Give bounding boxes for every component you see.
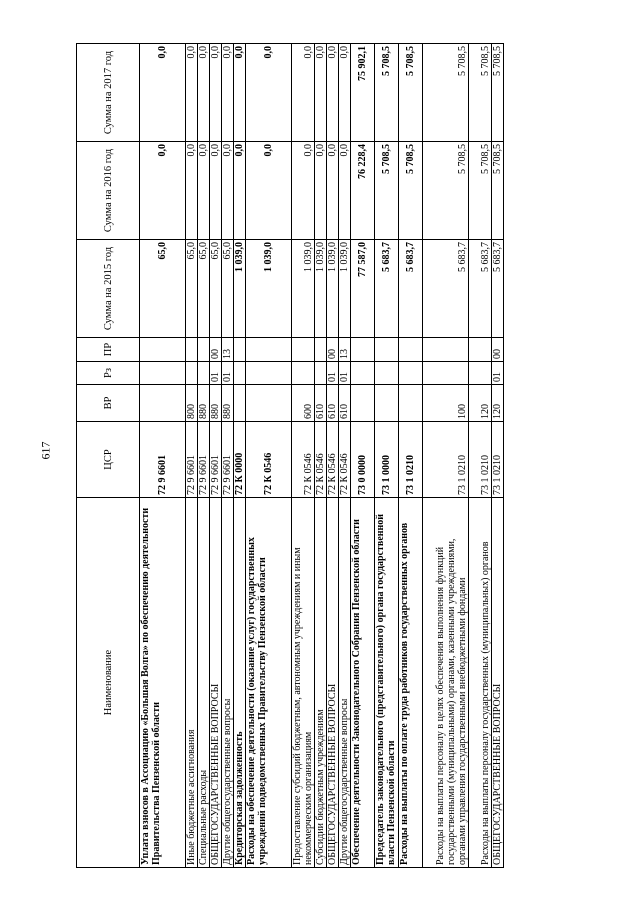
table-row: [186, 44, 198, 868]
cell-2015: 5 683,7: [399, 240, 423, 338]
cell-name: Иные бюджетные ассигнования: [186, 498, 198, 868]
cell-vr: 120: [492, 385, 504, 422]
cell-2016: 0,0: [186, 142, 198, 240]
cell-csr: 73 1 0210: [469, 422, 492, 498]
table-row: [210, 44, 222, 868]
cell-rz: 01: [210, 362, 222, 385]
table-row: [246, 44, 292, 868]
cell-pr: [198, 338, 210, 362]
cell-vr: [246, 385, 292, 422]
cell-2015: 5 683,7: [423, 240, 469, 338]
table-row: [339, 44, 351, 868]
cell-2016: 5 708,5: [492, 142, 504, 240]
cell-rz: [399, 362, 423, 385]
cell-vr: 100: [423, 385, 469, 422]
cell-rz: [423, 362, 469, 385]
cell-pr: [186, 338, 198, 362]
cell-2017: 0,0: [222, 44, 234, 142]
cell-2016: 0,0: [315, 142, 327, 240]
cell-csr: 72 9 6601: [186, 422, 198, 498]
cell-vr: 880: [198, 385, 210, 422]
cell-2017: 0,0: [327, 44, 339, 142]
cell-2015: 5 683,7: [492, 240, 504, 338]
cell-rz: [186, 362, 198, 385]
cell-2016: 5 708,5: [399, 142, 423, 240]
cell-name: Специальные расходы: [198, 498, 210, 868]
cell-2016: 0,0: [246, 142, 292, 240]
cell-pr: [399, 338, 423, 362]
cell-name: Расходы на выплаты персоналу государственных (муниципальных) органов: [469, 498, 492, 868]
cell-2015: 1 039,0: [246, 240, 292, 338]
cell-2016: 5 708,5: [469, 142, 492, 240]
cell-2016: 76 228,4: [351, 142, 375, 240]
cell-2016: 0,0: [222, 142, 234, 240]
cell-2017: 5 708,5: [469, 44, 492, 142]
table-header-row: [77, 44, 140, 868]
cell-2015: 5 683,7: [375, 240, 399, 338]
cell-vr: 880: [222, 385, 234, 422]
table-row: [315, 44, 327, 868]
cell-csr: 73 1 0210: [399, 422, 423, 498]
cell-csr: 72 9 6601: [210, 422, 222, 498]
cell-2015: 65,0: [186, 240, 198, 338]
cell-2017: 0,0: [234, 44, 246, 142]
cell-csr: 73 1 0210: [423, 422, 469, 498]
cell-2016: 0,0: [198, 142, 210, 240]
cell-name: ОБЩЕГОСУДАРСТВЕННЫЕ ВОПРОСЫ: [210, 498, 222, 868]
cell-rz: 01: [492, 362, 504, 385]
cell-vr: 880: [210, 385, 222, 422]
cell-2017: 0,0: [246, 44, 292, 142]
cell-name: ОБЩЕГОСУДАРСТВЕННЫЕ ВОПРОСЫ: [492, 498, 504, 868]
header-pr: ПР: [77, 338, 140, 362]
table-row: [198, 44, 210, 868]
cell-2017: 0,0: [210, 44, 222, 142]
table-row: [423, 44, 469, 868]
table-row: [292, 44, 315, 868]
cell-name: Другие общегосударственные вопросы: [339, 498, 351, 868]
cell-2015: 1 039,0: [292, 240, 315, 338]
cell-rz: [234, 362, 246, 385]
cell-2017: 5 708,5: [423, 44, 469, 142]
cell-2016: 0,0: [140, 142, 186, 240]
cell-2017: 0,0: [315, 44, 327, 142]
cell-csr: 73 0 0000: [351, 422, 375, 498]
budget-table-container: [76, 44, 548, 868]
cell-2017: 5 708,5: [399, 44, 423, 142]
cell-name: Расходы на обеспечение деятельности (оказание услуг) государственных учреждений подведомственных Правительству Пензенской области: [246, 498, 292, 868]
cell-name: Субсидии бюджетным учреждениям: [315, 498, 327, 868]
cell-vr: 120: [469, 385, 492, 422]
cell-pr: [140, 338, 186, 362]
cell-csr: 72 9 6601: [198, 422, 210, 498]
cell-vr: [140, 385, 186, 422]
table-row: [327, 44, 339, 868]
cell-vr: [399, 385, 423, 422]
cell-name: ОБЩЕГОСУДАРСТВЕННЫЕ ВОПРОСЫ: [327, 498, 339, 868]
cell-name: Обеспечение деятельности Законодательного Собрания Пензенской области: [351, 498, 375, 868]
cell-2015: 1 039,0: [234, 240, 246, 338]
cell-rz: [469, 362, 492, 385]
cell-name: Расходы на выплаты персоналу в целях обеспечения выполнения функций государственными (муниципальными) органами, казенными учреждениями, органами управления государственными внебюджетными фондами: [423, 498, 469, 868]
cell-csr: 72 К 0000: [234, 422, 246, 498]
cell-csr: 72 9 6601: [140, 422, 186, 498]
budget-table: [76, 43, 504, 868]
cell-2015: 65,0: [140, 240, 186, 338]
cell-vr: [375, 385, 399, 422]
cell-pr: [423, 338, 469, 362]
header-2015: Сумма на 2015 год: [77, 240, 140, 338]
cell-2015: 1 039,0: [327, 240, 339, 338]
cell-csr: 73 1 0210: [492, 422, 504, 498]
table-row: [222, 44, 234, 868]
cell-rz: [292, 362, 315, 385]
cell-rz: [315, 362, 327, 385]
cell-rz: [246, 362, 292, 385]
header-2017: Сумма на 2017 год: [77, 44, 140, 142]
table-row: [234, 44, 246, 868]
cell-rz: 01: [339, 362, 351, 385]
cell-vr: 610: [315, 385, 327, 422]
cell-name: Кредиторская задолженность: [234, 498, 246, 868]
cell-2015: 65,0: [222, 240, 234, 338]
cell-2017: 0,0: [198, 44, 210, 142]
cell-name: Другие общегосударственные вопросы: [222, 498, 234, 868]
table-row: [351, 44, 375, 868]
header-2016: Сумма на 2016 год: [77, 142, 140, 240]
cell-2017: 0,0: [339, 44, 351, 142]
cell-2017: 5 708,5: [492, 44, 504, 142]
cell-pr: [351, 338, 375, 362]
cell-csr: 73 1 0000: [375, 422, 399, 498]
cell-2017: 75 902,1: [351, 44, 375, 142]
cell-rz: [375, 362, 399, 385]
cell-rz: [140, 362, 186, 385]
page-number: 617: [38, 441, 53, 460]
table-row: [492, 44, 504, 868]
cell-pr: 13: [339, 338, 351, 362]
cell-pr: [469, 338, 492, 362]
cell-2015: 65,0: [198, 240, 210, 338]
cell-2015: 77 587,0: [351, 240, 375, 338]
cell-pr: [315, 338, 327, 362]
cell-2017: 0,0: [292, 44, 315, 142]
cell-2016: 5 708,5: [423, 142, 469, 240]
header-vr: ВР: [77, 385, 140, 422]
cell-2016: 0,0: [327, 142, 339, 240]
cell-rz: 01: [327, 362, 339, 385]
cell-pr: 00: [327, 338, 339, 362]
cell-csr: 72 9 6601: [222, 422, 234, 498]
cell-2016: 0,0: [210, 142, 222, 240]
cell-vr: [351, 385, 375, 422]
cell-rz: [198, 362, 210, 385]
cell-name: Уплата взносов в Ассоциацию «Большая Волга» по обеспечению деятельности Правительства Пензенской области: [140, 498, 186, 868]
cell-2015: 1 039,0: [339, 240, 351, 338]
cell-name: Расходы на выплаты по оплате труда работников государственных органов: [399, 498, 423, 868]
cell-csr: 72 К 0546: [315, 422, 327, 498]
cell-2016: 0,0: [234, 142, 246, 240]
cell-vr: [234, 385, 246, 422]
cell-2017: 0,0: [140, 44, 186, 142]
cell-csr: 72 К 0546: [292, 422, 315, 498]
cell-pr: [375, 338, 399, 362]
header-rz: Рз: [77, 362, 140, 385]
cell-name: Председатель законодательного (представительного) органа государственной власти Пензенской области: [375, 498, 399, 868]
table-row: [140, 44, 186, 868]
cell-2015: 65,0: [210, 240, 222, 338]
cell-pr: [246, 338, 292, 362]
cell-csr: 72 К 0546: [327, 422, 339, 498]
header-csr: ЦСР: [77, 422, 140, 498]
table-row: [469, 44, 492, 868]
cell-pr: 00: [210, 338, 222, 362]
cell-2016: 0,0: [292, 142, 315, 240]
cell-vr: 610: [339, 385, 351, 422]
cell-pr: 13: [222, 338, 234, 362]
cell-rz: 01: [222, 362, 234, 385]
cell-2017: 5 708,5: [375, 44, 399, 142]
cell-vr: 600: [292, 385, 315, 422]
cell-csr: 72 К 0546: [246, 422, 292, 498]
cell-2015: 1 039,0: [315, 240, 327, 338]
header-name: Наименование: [77, 498, 140, 868]
cell-pr: [234, 338, 246, 362]
cell-2017: 0,0: [186, 44, 198, 142]
cell-name: Предоставление субсидий бюджетным, автономным учреждениям и иным некоммерческим организациям: [292, 498, 315, 868]
cell-2015: 5 683,7: [469, 240, 492, 338]
cell-csr: 72 К 0546: [339, 422, 351, 498]
cell-pr: 00: [492, 338, 504, 362]
table-row: [375, 44, 399, 868]
cell-2016: 5 708,5: [375, 142, 399, 240]
cell-rz: [351, 362, 375, 385]
table-row: [399, 44, 423, 868]
cell-vr: 610: [327, 385, 339, 422]
cell-2016: 0,0: [339, 142, 351, 240]
cell-pr: [292, 338, 315, 362]
cell-vr: 800: [186, 385, 198, 422]
